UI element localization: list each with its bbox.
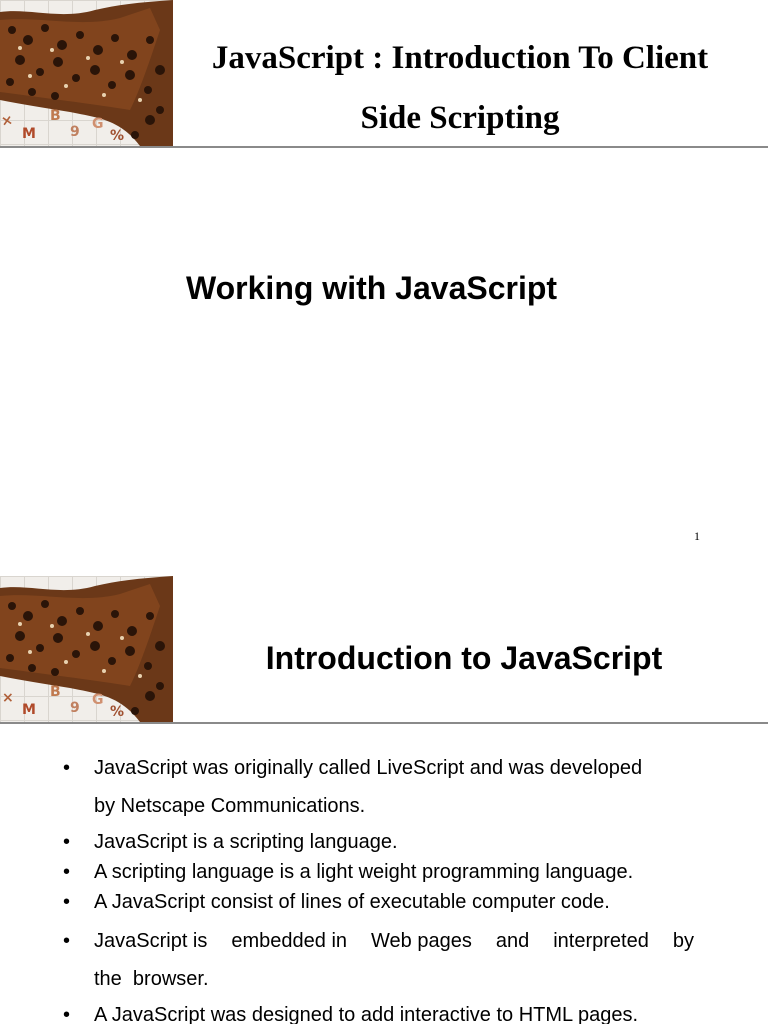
page-number: 1 bbox=[694, 529, 700, 543]
slide-title: Introduction to JavaScript bbox=[265, 640, 663, 676]
svg-text:%: % bbox=[110, 128, 125, 144]
header-title-line-2: Side Scripting bbox=[360, 100, 560, 136]
bullet-icon: • bbox=[63, 891, 71, 913]
bullet-icon: • bbox=[63, 861, 71, 883]
bullet-word: Web pages bbox=[371, 930, 472, 952]
leopard-fabric-icon bbox=[0, 576, 173, 722]
bullet-word: by bbox=[672, 930, 694, 952]
bullet-text bbox=[94, 922, 704, 998]
bullet-line: by Netscape Communications. bbox=[94, 795, 366, 817]
bullet-line: JavaScript was originally called LiveScript and was developed bbox=[94, 757, 643, 779]
svg-text:G: G bbox=[92, 116, 104, 132]
svg-text:M: M bbox=[22, 702, 36, 718]
bullet-word: embedded in bbox=[231, 930, 348, 952]
svg-text:%: % bbox=[110, 704, 125, 720]
header-rule bbox=[0, 722, 768, 724]
bullet-icon: • bbox=[63, 1004, 71, 1024]
svg-text:B: B bbox=[50, 108, 61, 124]
header-leopard-image bbox=[0, 576, 173, 722]
bullet-word: and bbox=[495, 930, 530, 952]
bullet-text: JavaScript is a scripting language. bbox=[94, 831, 398, 853]
bullet-icon: • bbox=[63, 930, 71, 952]
bullet-text bbox=[94, 749, 704, 825]
bullet-text: A scripting language is a light weight programming language. bbox=[94, 861, 634, 883]
bullet-line: the browser. bbox=[94, 968, 209, 990]
svg-text:B: B bbox=[50, 684, 61, 700]
bullet-text: A JavaScript consist of lines of executable computer code. bbox=[94, 891, 610, 913]
slide-title: Working with JavaScript bbox=[186, 270, 558, 306]
leopard-fabric-icon bbox=[0, 0, 173, 146]
svg-text:M: M bbox=[22, 126, 36, 142]
header-title-line-1: JavaScript : Introduction To Client bbox=[211, 40, 709, 76]
bullet-icon: • bbox=[63, 831, 71, 853]
svg-text:×: × bbox=[2, 690, 14, 706]
bullet-text: A JavaScript was designed to add interactive to HTML pages. bbox=[94, 1004, 638, 1024]
svg-text:×: × bbox=[0, 112, 15, 130]
bullet-word: interpreted bbox=[553, 930, 649, 952]
header-leopard-image bbox=[0, 0, 173, 146]
slide-2 bbox=[0, 576, 768, 1024]
bullet-word: JavaScript is bbox=[94, 930, 208, 952]
bullet-line bbox=[94, 922, 694, 960]
svg-text:G: G bbox=[92, 692, 104, 708]
bullet-icon: • bbox=[63, 757, 71, 779]
svg-text:9: 9 bbox=[70, 124, 80, 140]
svg-text:9: 9 bbox=[70, 700, 80, 716]
header-title bbox=[190, 28, 730, 148]
